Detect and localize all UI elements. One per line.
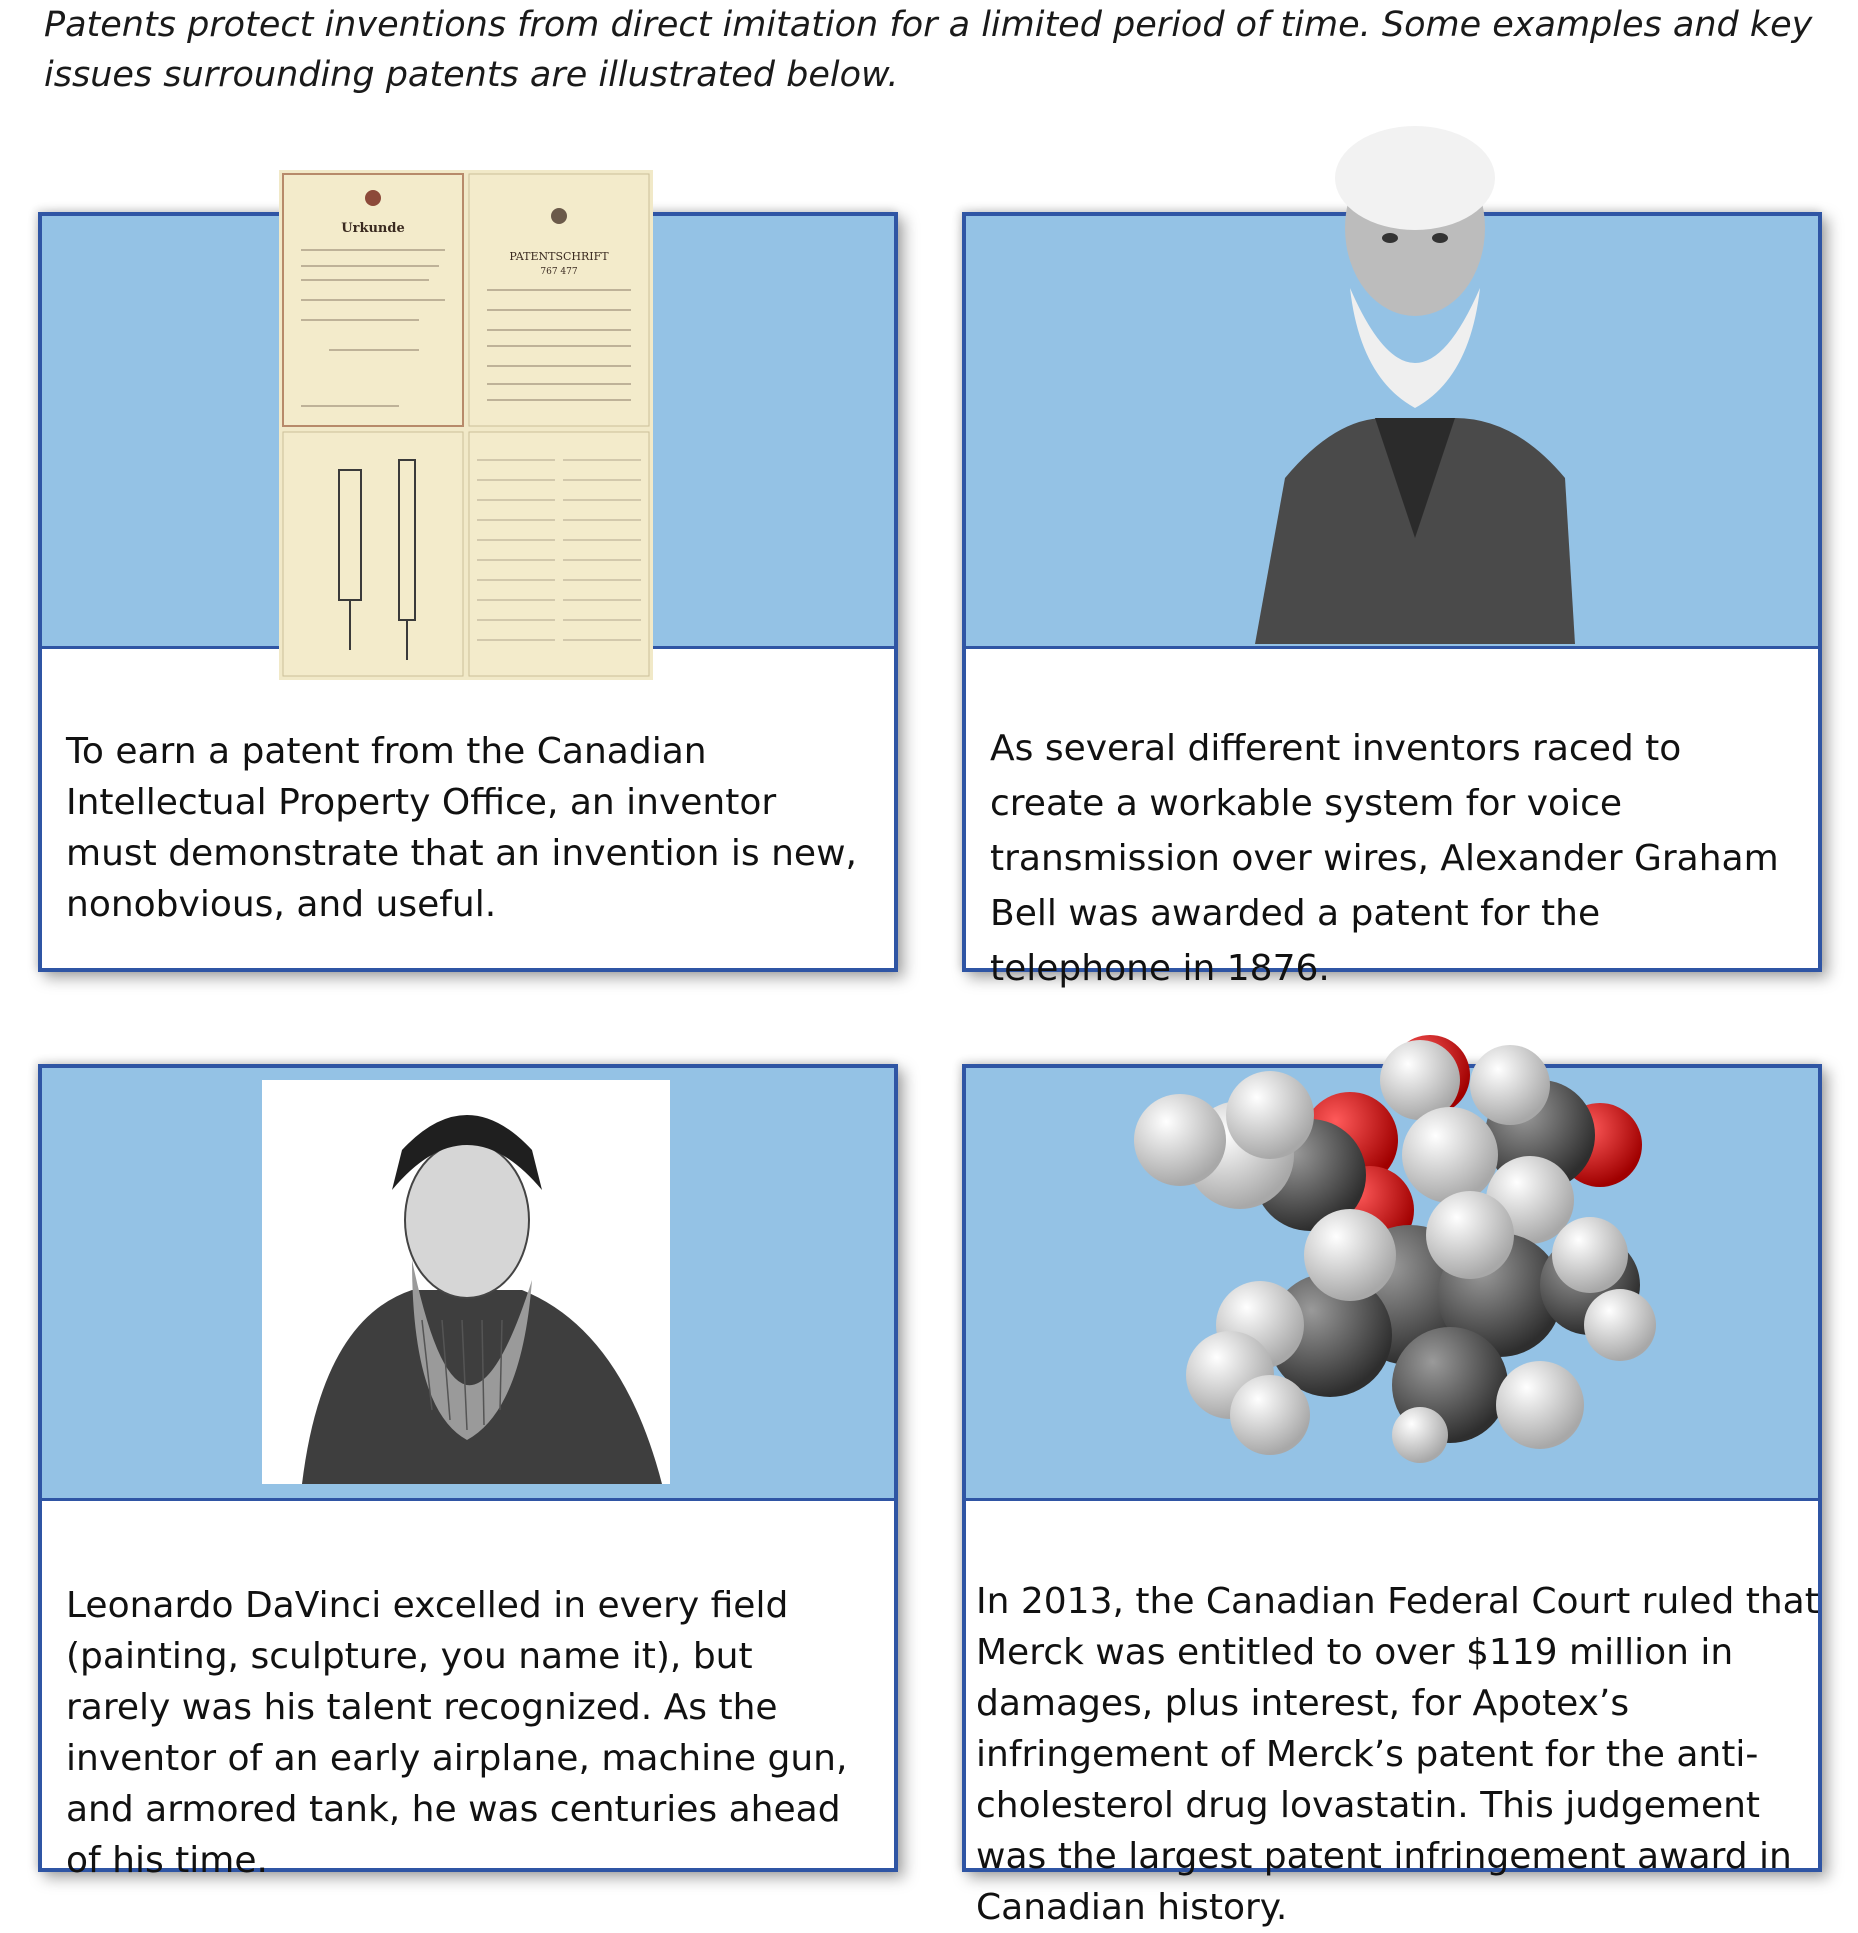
doc-title-right: PATENTSCHRIFT xyxy=(509,250,609,263)
doc-number: 767 477 xyxy=(540,267,578,277)
card-caption: To earn a patent from the Canadian Intellectual Property Office, an inventor must demonstrate that an invention is new, nonobvious, and useful. xyxy=(66,731,857,925)
bell-portrait-icon xyxy=(1255,118,1575,644)
intro-text: Patents protect inventions from direct imitation for a limited period of time. Some examples and key issues surrounding patents are illustrated below. xyxy=(44,5,1813,95)
doc-title-left: Urkunde xyxy=(341,221,405,236)
card-caption: As several different inventors raced to create a workable system for voice transmission over wires, Alexander Graham Bell was awarded a patent for the telephone in 1876. xyxy=(990,728,1779,989)
card-caption: In 2013, the Canadian Federal Court ruled that Merck was entitled to over $119 million in damages, plus interest, for Apotex’s infringement of Merck’s patent for the anti-cholesterol drug lovastatin. This judgement was the largest patent infringement award in Canadian history. xyxy=(976,1581,1819,1928)
card-caption: Leonardo DaVinci excelled in every field (painting, sculpture, you name it), but rarely was his talent recognized. As the inventor of an early airplane, machine gun, and armored tank, he was centuries ahead of his time. xyxy=(66,1585,848,1881)
patent-document-icon xyxy=(279,170,653,680)
davinci-engraving-icon xyxy=(262,1080,670,1484)
lovastatin-molecule-icon xyxy=(1120,1035,1660,1465)
